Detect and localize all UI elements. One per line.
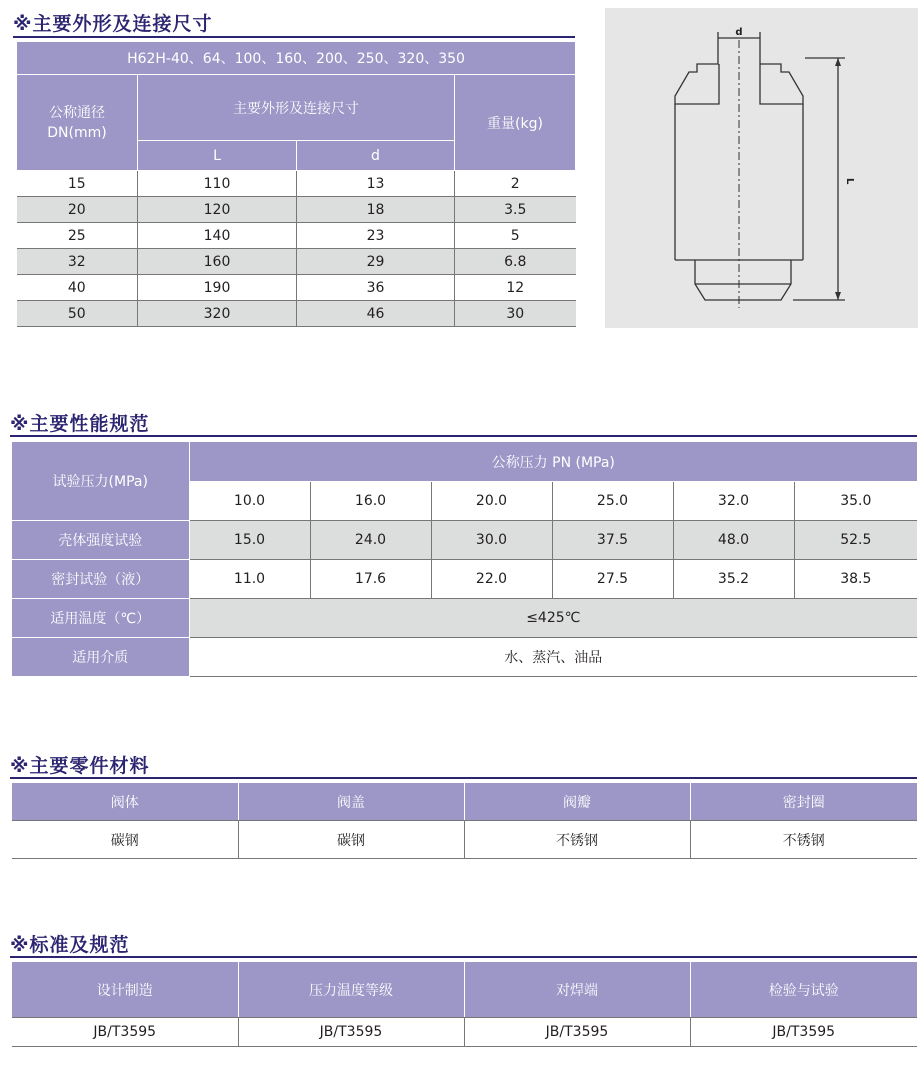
section-title-materials: ※主要零件材料 [10, 755, 150, 777]
pn-header: 公称压力 PN (MPa) [189, 442, 917, 482]
section-title-dimensions: ※主要外形及连接尺寸 [13, 13, 213, 35]
model-line: H62H-40、64、100、160、200、250、320、350 [17, 42, 576, 75]
pn-value: 20.0 [431, 482, 552, 521]
standard-header: 设计制造 [12, 962, 238, 1018]
cell-weight: 30 [455, 301, 576, 327]
temp-row [12, 599, 917, 638]
seal-value: 38.5 [794, 560, 917, 599]
cell-dn: 15 [17, 171, 138, 197]
material-header: 阀瓣 [464, 783, 690, 821]
col-d: d [297, 141, 455, 171]
shell-value: 52.5 [794, 521, 917, 560]
shell-value: 24.0 [310, 521, 431, 560]
shell-value: 37.5 [552, 521, 673, 560]
col-dims: 主要外形及连接尺寸 [138, 75, 455, 141]
seal-value: 35.2 [673, 560, 794, 599]
cell-L: 160 [138, 249, 297, 275]
cell-L: 120 [138, 197, 297, 223]
section-rule [10, 435, 917, 437]
cell-d: 13 [297, 171, 455, 197]
cell-d: 29 [297, 249, 455, 275]
material-value: 碳钢 [12, 821, 238, 859]
pn-value: 16.0 [310, 482, 431, 521]
performance-table [12, 441, 917, 677]
cell-weight: 5 [455, 223, 576, 249]
valve-top-left [675, 54, 719, 104]
material-header: 密封圈 [690, 783, 917, 821]
cell-weight: 2 [455, 171, 576, 197]
cell-d: 36 [297, 275, 455, 301]
medium-row [12, 638, 917, 677]
table-row [17, 171, 576, 197]
standard-value: JB/T3595 [690, 1018, 917, 1047]
section-title-standards: ※标准及规范 [10, 934, 130, 956]
seal-value: 27.5 [552, 560, 673, 599]
valve-bottom [695, 260, 791, 300]
cell-weight: 12 [455, 275, 576, 301]
cell-weight: 6.8 [455, 249, 576, 275]
seal-value: 11.0 [189, 560, 310, 599]
seal-label: 密封试验（液） [12, 560, 189, 599]
section-rule [13, 36, 575, 38]
material-header: 阀盖 [238, 783, 464, 821]
table-row [17, 275, 576, 301]
table-row [17, 223, 576, 249]
cell-weight: 3.5 [455, 197, 576, 223]
cell-dn: 50 [17, 301, 138, 327]
col-weight: 重量(kg) [455, 75, 576, 171]
label-L: L [844, 178, 855, 185]
table-row [12, 1018, 917, 1047]
material-value: 碳钢 [238, 821, 464, 859]
material-value: 不锈钢 [464, 821, 690, 859]
standards-table [12, 961, 917, 1047]
pn-value: 32.0 [673, 482, 794, 521]
label-d: d [735, 27, 743, 38]
shell-row [12, 521, 917, 560]
cell-dn: 40 [17, 275, 138, 301]
cell-L: 320 [138, 301, 297, 327]
standard-header: 压力温度等级 [238, 962, 464, 1018]
shell-value: 15.0 [189, 521, 310, 560]
seal-value: 17.6 [310, 560, 431, 599]
shell-value: 48.0 [673, 521, 794, 560]
cell-dn: 20 [17, 197, 138, 223]
pn-value: 10.0 [189, 482, 310, 521]
valve-drawing-svg [605, 8, 918, 328]
cell-d: 23 [297, 223, 455, 249]
cell-L: 190 [138, 275, 297, 301]
material-value: 不锈钢 [690, 821, 917, 859]
standard-value: JB/T3595 [238, 1018, 464, 1047]
valve-drawing [605, 8, 918, 328]
col-L: L [138, 141, 297, 171]
table-row [12, 821, 917, 859]
shell-label: 壳体强度试验 [12, 521, 189, 560]
standard-value: JB/T3595 [464, 1018, 690, 1047]
dim-L-arrow-top [835, 58, 841, 66]
valve-top-right [760, 54, 803, 104]
standard-value: JB/T3595 [12, 1018, 238, 1047]
medium-value: 水、蒸汽、油品 [189, 638, 917, 677]
cell-dn: 25 [17, 223, 138, 249]
section-rule [10, 956, 917, 958]
cell-dn: 32 [17, 249, 138, 275]
materials-table [12, 782, 917, 859]
material-header: 阀体 [12, 783, 238, 821]
test-pressure-label: 试验压力(MPa) [12, 442, 189, 521]
shell-value: 30.0 [431, 521, 552, 560]
cell-L: 140 [138, 223, 297, 249]
standard-header: 检验与试验 [690, 962, 917, 1018]
seal-value: 22.0 [431, 560, 552, 599]
dim-L-arrow-bottom [835, 292, 841, 300]
section-title-performance: ※主要性能规范 [10, 413, 150, 435]
pn-value: 35.0 [794, 482, 917, 521]
table-row [17, 197, 576, 223]
pn-value: 25.0 [552, 482, 673, 521]
medium-label: 适用介质 [12, 638, 189, 677]
cell-d: 46 [297, 301, 455, 327]
temp-label: 适用温度（℃） [12, 599, 189, 638]
standard-header: 对焊端 [464, 962, 690, 1018]
table-row [17, 249, 576, 275]
col-dn: 公称通径 DN(mm) [17, 75, 138, 171]
seal-row [12, 560, 917, 599]
table-row [17, 301, 576, 327]
cell-L: 110 [138, 171, 297, 197]
temp-value: ≤425℃ [189, 599, 917, 638]
section-rule [10, 777, 917, 779]
cell-d: 18 [297, 197, 455, 223]
dimensions-table [16, 41, 576, 327]
